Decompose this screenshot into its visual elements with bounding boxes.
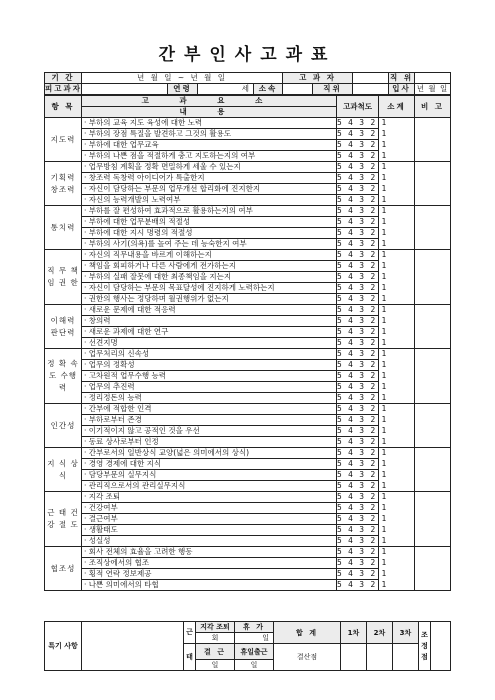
criteria-text: 새로운 문제에 대한 적응력: [88, 305, 176, 314]
criteria-text: 결근여부: [88, 514, 118, 523]
criteria-text: 선견지명: [88, 338, 118, 347]
criteria-text: 창의력: [88, 316, 111, 325]
content-header-top: 고 과 요 소: [82, 96, 337, 107]
score-scale[interactable]: 5 4 3 2 1: [337, 184, 389, 193]
criteria-text: 생활태도: [88, 525, 118, 534]
period-label: 기 간: [45, 73, 82, 84]
rater-field[interactable]: [353, 73, 389, 84]
table-row: [45, 349, 451, 360]
score-scale[interactable]: 5 4 3 2 1: [337, 426, 389, 435]
table-row: [45, 250, 451, 261]
score-scale[interactable]: 5 4 3 2 1: [337, 305, 389, 314]
bullet-icon: ·: [84, 371, 89, 380]
bullet-icon: ·: [84, 580, 89, 589]
bullet-icon: ·: [84, 316, 89, 325]
table-row: [45, 118, 451, 129]
criteria-text: 부하로부터 존경: [88, 415, 142, 424]
special-notes-label: 특기 사항: [45, 622, 82, 671]
criteria-item: [82, 470, 337, 481]
criteria-item: [82, 283, 337, 294]
criteria-text: 건강여부: [88, 503, 118, 512]
rater-position-label: 직 위: [389, 73, 414, 82]
bullet-icon: ·: [84, 558, 89, 567]
score-scale[interactable]: 5 4 3 2 1: [337, 294, 389, 303]
criteria-text: 부하를 잘 편성하여 효과적으로 활용하는지의 여부: [88, 206, 253, 215]
category-label: 지도력: [45, 118, 82, 162]
category-label: 정 확 속 도 수행력: [45, 349, 82, 404]
bullet-icon: ·: [84, 349, 89, 358]
criteria-item: [82, 404, 337, 415]
bullet-icon: ·: [84, 437, 89, 446]
score-scale[interactable]: 5 4 3 2 1: [337, 580, 389, 589]
bullet-icon: ·: [84, 217, 89, 226]
bullet-icon: ·: [84, 470, 89, 479]
criteria-item: [82, 580, 337, 591]
remarks-field[interactable]: [415, 492, 451, 547]
score-scale[interactable]: 5 4 3 2 1: [337, 151, 389, 160]
criteria-item: [82, 569, 337, 580]
criteria-item: [82, 305, 337, 316]
criteria-item: [82, 184, 337, 195]
period-field[interactable]: 년 월 일 ~ 년 월 일: [82, 73, 283, 84]
score-scale[interactable]: 5 4 3 2 1: [337, 283, 389, 292]
score-scale[interactable]: 5 4 3 2 1: [337, 118, 389, 127]
table-row: [45, 547, 451, 558]
score-scale[interactable]: 5 4 3 2 1: [337, 558, 389, 567]
criteria-item: [82, 195, 337, 206]
score-scale[interactable]: 5 4 3 2 1: [337, 459, 389, 468]
criteria-text: 책임을 회피하거나 다른 사람에게 전가하는지: [88, 261, 236, 270]
criteria-text: 업무처리의 신속성: [88, 349, 150, 358]
bullet-icon: ·: [84, 492, 89, 501]
join-field[interactable]: 년 월 일: [415, 84, 451, 95]
holiday-days-field[interactable]: 일: [235, 660, 274, 671]
criteria-item: [82, 228, 337, 239]
score-scale[interactable]: 5 4 3 2 1: [337, 129, 389, 138]
first-score-field[interactable]: [341, 644, 367, 671]
criteria-item: [82, 547, 337, 558]
score-scale[interactable]: 5 4 3 2 1: [337, 349, 389, 358]
criteria-text: 담당부문의 실무지식: [88, 470, 157, 479]
attendance-label-top: 근: [184, 622, 196, 644]
bullet-icon: ·: [84, 305, 89, 314]
ratee-label: 피고과자: [45, 84, 82, 93]
score-scale[interactable]: 5 4 3 2 1: [337, 371, 389, 380]
criteria-item: [82, 393, 337, 404]
bullet-icon: ·: [84, 294, 89, 303]
criteria-text: 자신이 담당하는 부문의 업무개선 합리화에 진지한지: [88, 184, 261, 193]
score-scale[interactable]: 5 4 3 2 1: [337, 173, 389, 182]
criteria-text: 업무의 추진력: [88, 382, 135, 391]
score-scale[interactable]: 5 4 3 2 1: [337, 470, 389, 479]
criteria-item: [82, 382, 337, 393]
bullet-icon: ·: [84, 338, 89, 347]
criteria-item: [82, 349, 337, 360]
criteria-item: [82, 492, 337, 503]
bullet-icon: ·: [84, 569, 89, 578]
criteria-item: [82, 162, 337, 173]
score-scale[interactable]: 5 4 3 2 1: [337, 569, 389, 578]
category-label: 근 태 건 강 절 도: [45, 492, 82, 547]
criteria-item: [82, 558, 337, 569]
item-header: 항 목: [45, 96, 82, 118]
bullet-icon: ·: [84, 162, 89, 171]
age-label: 연령: [168, 84, 198, 95]
position2-field[interactable]: [353, 84, 389, 95]
criteria-text: 회사 전체의 효율을 고려한 행동: [88, 547, 193, 556]
table-row: [45, 305, 451, 316]
criteria-text: 업무방침 계획을 정확 면밀하게 세울 수 있는지: [88, 162, 241, 171]
criteria-text: 성실성: [88, 536, 111, 545]
dept-field[interactable]: [283, 84, 313, 95]
bullet-icon: ·: [84, 448, 89, 457]
score-scale[interactable]: 5 4 3 2 1: [337, 404, 389, 413]
criteria-item: [82, 239, 337, 250]
criteria-text: 조직상에서의 협조: [88, 558, 150, 567]
score-scale[interactable]: 5 4 3 2 1: [337, 250, 389, 259]
score-scale[interactable]: 5 4 3 2 1: [337, 360, 389, 369]
late-label: 지각 조퇴: [196, 622, 235, 633]
absence-label: 결 근: [196, 644, 235, 660]
criteria-text: 고차원적 업무수행 능력: [88, 371, 166, 380]
total-label: 합 계: [274, 622, 341, 644]
criteria-text: 간부에 적합한 인격: [88, 404, 152, 413]
criteria-item: [82, 250, 337, 261]
criteria-text: 자신의 직무내용을 바르게 이해하는지: [88, 250, 212, 259]
score-scale[interactable]: 5 4 3 2 1: [337, 239, 389, 248]
remarks-field[interactable]: [415, 118, 451, 162]
criteria-text: 자신이 담당하는 부문의 목표달성에 진지하게 노력하는지: [88, 283, 275, 292]
criteria-text: 새로운 과제에 대한 연구: [88, 327, 169, 336]
table-row: [45, 162, 451, 173]
bullet-icon: ·: [84, 503, 89, 512]
criteria-text: 나쁜 의미에서의 타협: [88, 580, 159, 589]
scale-header: 고과척도: [337, 96, 379, 118]
score-scale[interactable]: 5 4 3 2 1: [337, 415, 389, 424]
bullet-icon: ·: [84, 525, 89, 534]
bullet-icon: ·: [84, 206, 89, 215]
criteria-item: [82, 294, 337, 305]
adjust-label: 조 정 점: [419, 622, 431, 671]
remarks-field[interactable]: [415, 250, 451, 305]
criteria-text: 동료 상사로부터 인정: [88, 437, 159, 446]
criteria-item: [82, 360, 337, 371]
criteria-item: [82, 217, 337, 228]
score-scale[interactable]: 5 4 3 2 1: [337, 217, 389, 226]
bullet-icon: ·: [84, 536, 89, 545]
absence-days-field[interactable]: 일: [196, 660, 235, 671]
category-label: 이해력 판단력: [45, 305, 82, 349]
criteria-item: [82, 514, 337, 525]
category-label: 협조성: [45, 547, 82, 591]
bullet-icon: ·: [84, 382, 89, 391]
bullet-icon: ·: [84, 151, 89, 160]
bullet-icon: ·: [84, 140, 89, 149]
bullet-icon: ·: [84, 415, 89, 424]
evaluation-table: [44, 95, 451, 591]
remarks-header: 비 고: [415, 96, 451, 118]
criteria-text: 정리정돈의 능력: [88, 393, 142, 402]
dept-label: 소속: [254, 84, 283, 95]
remarks-field[interactable]: [415, 162, 451, 206]
criteria-item: [82, 173, 337, 184]
criteria-text: 부하의 교육 지도 육성에 대한 노력: [88, 118, 203, 127]
table-row: [45, 404, 451, 415]
first-label: 1차: [341, 622, 367, 644]
vacation-label: 휴 가: [235, 622, 274, 633]
criteria-text: 부하에 대한 업무분배의 적절성: [88, 217, 191, 226]
bullet-icon: ·: [84, 195, 89, 204]
score-scale[interactable]: 5 4 3 2 1: [337, 514, 389, 523]
criteria-text: 부하의 장점 특질을 발견하고 그것의 활용도: [88, 129, 232, 138]
criteria-text: 부하의 실패 잘못에 대한 최종책임을 지는지: [88, 272, 232, 281]
bullet-icon: ·: [84, 272, 89, 281]
category-label: 기획력 창조력: [45, 162, 82, 206]
late-count-field[interactable]: 회: [196, 633, 235, 644]
remarks-field[interactable]: [415, 349, 451, 404]
criteria-text: 횡적 연락 정보제공: [88, 569, 152, 578]
score-scale[interactable]: 5 4 3 2 1: [337, 393, 389, 402]
remarks-field[interactable]: [415, 206, 451, 250]
third-score-field[interactable]: [393, 644, 419, 671]
join-label: 입사: [389, 84, 415, 95]
bullet-icon: ·: [84, 514, 89, 523]
criteria-item: [82, 151, 337, 162]
criteria-item: [82, 129, 337, 140]
table-row: [45, 206, 451, 217]
criteria-text: 경영 경제에 대한 지식: [88, 459, 162, 468]
criteria-item: [82, 371, 337, 382]
bullet-icon: ·: [84, 360, 89, 369]
score-scale[interactable]: 5 4 3 2 1: [337, 481, 389, 490]
criteria-text: 권한의 행사는 정당하며 월권행위가 없는지: [88, 294, 229, 303]
table-row: [45, 492, 451, 503]
remarks-field[interactable]: [415, 448, 451, 492]
attendance-label-bottom: 태: [184, 644, 196, 671]
criteria-text: 부하의 나쁜 점을 적절하게 충고 지도하는지의 여부: [88, 151, 256, 160]
bullet-icon: ·: [84, 239, 89, 248]
table-row: [45, 448, 451, 459]
score-scale[interactable]: 5 4 3 2 1: [337, 536, 389, 545]
score-scale[interactable]: 5 4 3 2 1: [337, 140, 389, 149]
rater-position-field[interactable]: [415, 73, 451, 84]
criteria-text: 지각 조퇴: [88, 492, 121, 501]
score-scale[interactable]: 5 4 3 2 1: [337, 437, 389, 446]
second-score-field[interactable]: [367, 644, 393, 671]
bullet-icon: ·: [84, 261, 89, 270]
bullet-icon: ·: [84, 250, 89, 259]
score-scale[interactable]: 5 4 3 2 1: [337, 195, 389, 204]
holiday-work-label: 휴일출근: [235, 644, 274, 660]
criteria-item: [82, 206, 337, 217]
bullet-icon: ·: [84, 393, 89, 402]
score-scale[interactable]: 5 4 3 2 1: [337, 327, 389, 336]
score-scale[interactable]: 5 4 3 2 1: [337, 547, 389, 556]
criteria-item: [82, 503, 337, 514]
bullet-icon: ·: [84, 184, 89, 193]
bullet-icon: ·: [84, 327, 89, 336]
score-scale[interactable]: 5 4 3 2 1: [337, 503, 389, 512]
criteria-item: [82, 261, 337, 272]
criteria-item: [82, 437, 337, 448]
remarks-field[interactable]: [415, 404, 451, 448]
bullet-icon: ·: [84, 404, 89, 413]
special-notes-field[interactable]: [82, 622, 184, 671]
third-label: 3차: [393, 622, 419, 644]
score-scale[interactable]: 5 4 3 2 1: [337, 316, 389, 325]
score-scale[interactable]: 5 4 3 2 1: [337, 448, 389, 457]
rater-label: 고 과 자: [283, 73, 353, 84]
content-header-bottom: 내 용: [82, 107, 337, 118]
age-field[interactable]: 세: [198, 84, 254, 95]
criteria-text: 부하의 사기(의욕)를 높여 주는 데 능숙한지 여부: [88, 239, 247, 248]
criteria-text: 간부로서의 일반상식 교양(넓은 의미에서의 상식): [88, 448, 250, 457]
score-scale[interactable]: 5 4 3 2 1: [337, 228, 389, 237]
bullet-icon: ·: [84, 547, 89, 556]
final-score-label: 결산점: [274, 644, 341, 671]
score-scale[interactable]: 5 4 3 2 1: [337, 338, 389, 347]
remarks-field[interactable]: [415, 547, 451, 591]
criteria-item: [82, 426, 337, 437]
score-scale[interactable]: 5 4 3 2 1: [337, 162, 389, 171]
criteria-item: [82, 525, 337, 536]
criteria-text: 창조력 독창력 아이디어가 특출한지: [88, 173, 205, 182]
vacation-days-field[interactable]: 일: [235, 633, 274, 644]
bottom-table: [44, 621, 451, 671]
criteria-item: [82, 272, 337, 283]
score-scale[interactable]: 5 4 3 2 1: [337, 261, 389, 270]
criteria-item: [82, 448, 337, 459]
criteria-text: 자신의 능력개발의 노력여부: [88, 195, 181, 204]
bullet-icon: ·: [84, 283, 89, 292]
criteria-text: 업무의 정확성: [88, 360, 135, 369]
criteria-text: 관리직으로서의 관리실무지식: [88, 481, 186, 490]
criteria-text: 부하에 대한 업무교육: [88, 140, 159, 149]
bullet-icon: ·: [84, 129, 89, 138]
bullet-icon: ·: [84, 426, 89, 435]
adjust-field[interactable]: [431, 622, 451, 671]
subtotal-header: 소계: [379, 96, 415, 118]
criteria-text: 부하에 대한 지시 명령의 적절성: [88, 228, 193, 237]
form-title: 간부인사고과표: [158, 45, 337, 65]
criteria-item: [82, 481, 337, 492]
criteria-item: [82, 536, 337, 547]
bullet-icon: ·: [84, 459, 89, 468]
criteria-text: 이기적이지 않고 공적인 것을 우선: [88, 426, 200, 435]
bullet-icon: ·: [84, 481, 89, 490]
category-label: 통치력: [45, 206, 82, 250]
ratee-field[interactable]: [82, 84, 168, 95]
criteria-item: [82, 118, 337, 129]
category-label: 인간성: [45, 404, 82, 448]
bullet-icon: ·: [84, 118, 89, 127]
bullet-icon: ·: [84, 173, 89, 182]
criteria-item: [82, 415, 337, 426]
score-scale[interactable]: 5 4 3 2 1: [337, 382, 389, 391]
score-scale[interactable]: 5 4 3 2 1: [337, 492, 389, 501]
second-label: 2차: [367, 622, 393, 644]
score-scale[interactable]: 5 4 3 2 1: [337, 525, 389, 534]
criteria-item: [82, 459, 337, 470]
criteria-item: [82, 327, 337, 338]
category-label: 직 무 책 임 권 한: [45, 250, 82, 305]
criteria-item: [82, 316, 337, 327]
score-scale[interactable]: 5 4 3 2 1: [337, 206, 389, 215]
bullet-icon: ·: [84, 228, 89, 237]
category-label: 지 식 상 식: [45, 448, 82, 492]
remarks-field[interactable]: [415, 305, 451, 349]
score-scale[interactable]: 5 4 3 2 1: [337, 272, 389, 281]
position2-label: 직위: [313, 84, 353, 95]
criteria-item: [82, 338, 337, 349]
info-table: [44, 72, 451, 95]
criteria-item: [82, 140, 337, 151]
